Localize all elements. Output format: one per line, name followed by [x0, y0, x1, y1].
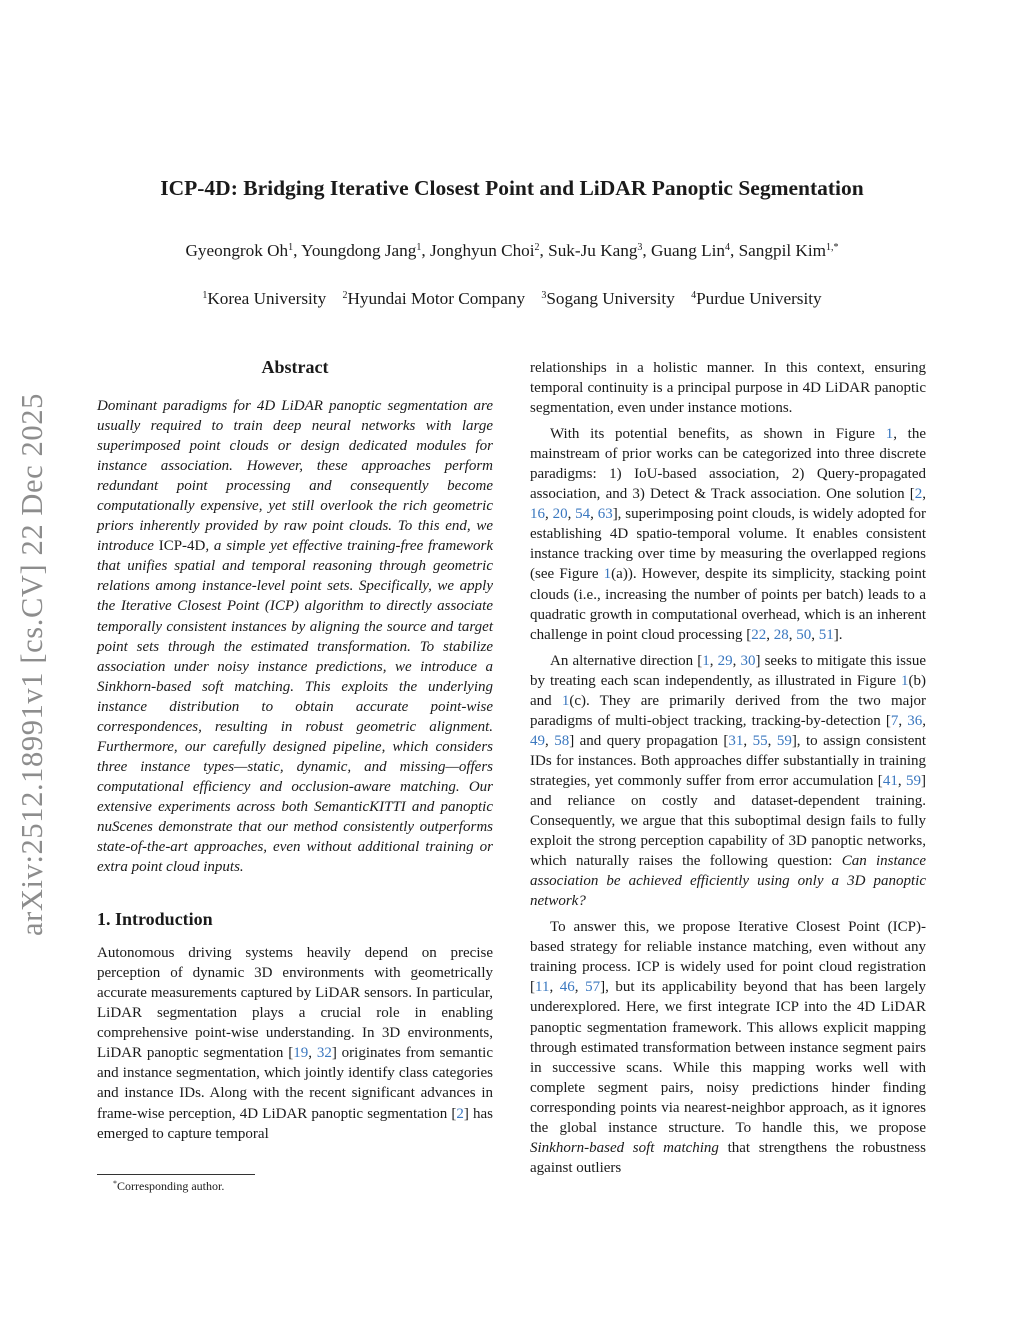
citation-link[interactable]: 46	[559, 979, 575, 996]
citation-link[interactable]: 54	[575, 506, 591, 523]
right-column	[530, 358, 926, 1178]
author-affil-mark: 1	[416, 242, 422, 253]
citation-link[interactable]: 49	[530, 732, 545, 749]
author-list: Gyeongrok Oh$^1$, Youngdong Jang$^1$, Jonghyun Choi$^2$, Suk-Ju Kang$^3$, Guang Lin$^4$, Sangpil Kim$^{1,*}$	[185, 241, 839, 260]
author-name: Guang Lin	[651, 241, 726, 260]
author-name: Youngdong Jang	[301, 241, 417, 260]
author-name: Suk-Ju Kang	[548, 241, 638, 260]
intro-paragraph: relationships in a holistic manner. In this context, ensuring temporal continuity is a principal purpose in 4D LiDAR panoptic segmentation, even under instance motions.	[530, 360, 926, 417]
author-affil-mark: 4	[725, 242, 731, 253]
affiliation-list	[60, 286, 964, 312]
figure-link[interactable]: 1	[561, 692, 570, 709]
figure-link[interactable]: 1	[885, 426, 894, 443]
footnote-divider	[97, 1174, 255, 1175]
author-name: Gyeongrok Oh	[185, 241, 289, 260]
author-name: Sangpil Kim	[738, 241, 826, 260]
method-emphasis: Sinkhorn-based soft matching	[530, 1139, 719, 1156]
citation-link[interactable]: 22	[751, 626, 767, 643]
footnote	[113, 1178, 224, 1194]
citation-link[interactable]: 7	[890, 712, 899, 729]
citation-link[interactable]: 63	[597, 506, 613, 523]
citation-link[interactable]: 51	[818, 626, 834, 643]
affiliation: $^2$Hyundai Motor Company	[342, 289, 526, 308]
citation-link[interactable]: 59	[776, 732, 792, 749]
paper-title: ICP-4D: Bridging Iterative Closest Point and LiDAR Panoptic Segmentation	[160, 176, 864, 200]
intro-paragraph: Autonomous driving systems heavily depend on precise perception of dynamic 3D environments with geometrically accurate measurements captured by LiDAR sensors. In particular, LiDAR segmentation plays a crucial role in enabling comprehensive point-wise understanding. In 3D environments, LiDAR panoptic segmentation [19, 32] originates from semantic and instance segmentation, which jointly identify class categories and instance IDs. Along with the recent significant advances in frame-wise perception, 4D LiDAR panoptic segmentation [2] has emerged to capture temporal	[97, 945, 493, 1142]
left-column	[97, 355, 493, 1144]
author-affil-mark: 3	[637, 242, 643, 253]
footnote-text: Corresponding author.	[117, 1179, 225, 1193]
citation-link[interactable]: 55	[752, 732, 768, 749]
author-affil-mark: 1	[288, 242, 294, 253]
figure-link[interactable]: 1	[901, 672, 909, 689]
intro-paragraph: To answer this, we propose Iterative Closest Point (ICP)-based strategy for reliable instance matching, even without any training process. ICP is widely used for point cloud registration [11, 46, 57], but its applicability beyond that has been largely underexplored. Here, we first integrate ICP into the 4D LiDAR panoptic segmentation framework. This allows explicit mapping through estimated transformation between instance segment pairs in successive scans. While this mapping works well with complete segment pairs, noisy predictions hinder finding corresponding points via nearest-neighbor approach, as it ignores the global instance structure. To handle this, we propose Sinkhorn-based soft matching that strengthens the robustness against outliers	[530, 919, 927, 1176]
affiliation: $^1$Korea University	[202, 289, 327, 308]
citation-link[interactable]: 59	[906, 772, 922, 789]
abstract-heading: Abstract	[261, 357, 329, 377]
citation-link[interactable]: 20	[552, 506, 568, 523]
citation-link[interactable]: 31	[728, 732, 744, 749]
abstract-text: Dominant paradigms for 4D LiDAR panoptic segmentation are usually required to train deep neural networks with large superimposed point clouds or design dedicated modules for instance association. However, these approaches perform redundant point processing and consequently become computationally expensive, yet still overlook the rich geometric priors inherently provided by raw point clouds. To this end, we introduce ICP-4D, a simple yet effective training-free framework that unifies spatial and temporal reasoning through geometric relations among instance-level point sets. Specifically, we apply the Iterative Closest Point (ICP) algorithm to directly associate temporally consistent instances by aligning the source and target point sets through the estimated transformation. To stabilize association under noisy instance predictions, we introduce a Sinkhorn-based soft matching. This exploits the underlying instance distribution to obtain accurate point-wise correspondences, resulting in robust geometric alignment. Furthermore, our carefully designed pipeline, which considers three instance types—static, dynamic, and missing—offers computational efficiency and occlusion-aware matching. Our extensive experiments across both SemanticKITTI and panoptic nuScenes demonstrate that our method consistently outperforms state-of-the-art approaches, even without additional training or extra point cloud inputs.	[97, 398, 493, 876]
citation-link[interactable]: 28	[773, 626, 789, 643]
citation-link[interactable]: 50	[796, 626, 812, 643]
citation-link[interactable]: 2	[456, 1105, 464, 1122]
citation-link[interactable]: 11	[535, 979, 550, 996]
intro-paragraph: An alternative direction [1, 29, 30] seeks to mitigate this issue by treating each scan independently, as illustrated in Figure 1(b) and 1(c). They are primarily derived from the two major paradigms of multi-object tracking, tracking-by-detection [7, 36, 49, 58] and query propagation [31, 55, 59], to assign consistent IDs for instances. Both approaches differ substantially in training strategies, yet commonly suffer from error accumulation [41, 59] and reliance on costly and dataset-dependent training. Consequently, we argue that this suboptimal design fails to fully exploit the strong perception capability of 3D panoptic networks, which naturally raises the following question: Can instance association be achieved efficiently using only a 3D panoptic network?	[530, 652, 927, 910]
citation-link[interactable]: 58	[554, 732, 570, 749]
author-name: Jonghyun Choi	[429, 241, 535, 260]
citation-link[interactable]: 32	[316, 1045, 332, 1062]
affiliation: $^4$Purdue University	[691, 289, 822, 308]
author-affil-mark: 2	[534, 242, 540, 253]
introduction-heading: 1. Introduction	[97, 909, 213, 930]
citation-link[interactable]: 36	[907, 712, 923, 729]
citation-link[interactable]: 30	[740, 652, 756, 669]
research-question: Can instance association be achieved efficiently using only a 3D panoptic network?	[530, 853, 926, 910]
citation-link[interactable]: 1	[702, 652, 710, 669]
citation-link[interactable]: 2	[914, 486, 923, 503]
figure-link[interactable]: 1	[603, 566, 612, 583]
citation-link[interactable]: 19	[293, 1045, 309, 1062]
citation-link[interactable]: 57	[585, 979, 601, 996]
citation-link[interactable]: 29	[717, 652, 733, 669]
affiliation: $^3$Sogang University	[541, 289, 675, 308]
citation-link[interactable]: 41	[882, 772, 898, 789]
arxiv-side-stamp: arXiv:2512.18991v1 [cs.CV] 22 Dec 2025	[14, 392, 49, 936]
citation-link[interactable]: 16	[530, 506, 545, 523]
author-affil-mark: 1,*	[825, 242, 839, 253]
method-name: ICP-4D	[158, 538, 206, 555]
footnote-mark: *	[113, 1179, 117, 1188]
intro-paragraph: With its potential benefits, as shown in Figure 1, the mainstream of prior works can be categorized into three discrete paradigms: 1) IoU-based association, 2) Query-propagated association, and 3) Detect & Track association. One solution [2, 16, 20, 54, 63], superimposing point clouds, is widely adopted for establishing 4D spatio-temporal volume. It enables consistent instance tracking over time by measuring the overlapped regions (see Figure 1(a)). However, despite its simplicity, stacking point clouds (i.e., increasing the number of points per batch) leads to a quadratic growth in computational overhead, which is an inherent challenge in point cloud processing [22, 28, 50, 51].	[530, 426, 927, 643]
